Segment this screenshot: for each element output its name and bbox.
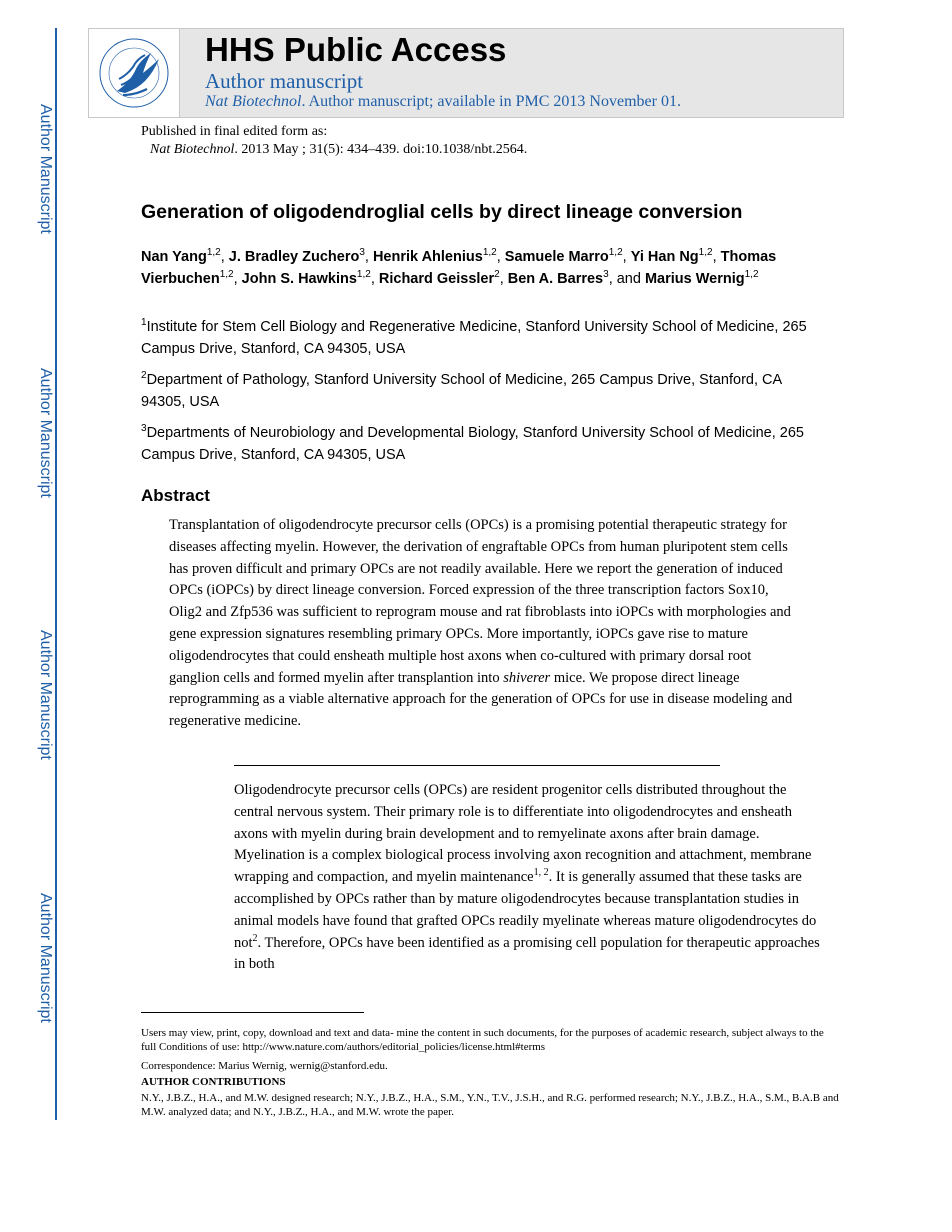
affiliation-text: Institute for Stem Cell Biology and Regenerative Medicine, Stanford University School of Medicine, 265 Campus Drive, Stanford, CA 94305, USA xyxy=(141,319,807,357)
sidebar-label: Author Manuscript xyxy=(37,104,54,234)
author-name: Yi Han Ng xyxy=(630,249,699,265)
author-separator: , xyxy=(499,271,508,287)
hhs-journal-line xyxy=(205,93,681,111)
affiliation-text: Department of Pathology, Stanford University School of Medicine, 265 Campus Drive, Stanford, CA 94305, USA xyxy=(141,372,782,410)
abstract-text-part: Transplantation of oligodendrocyte precursor cells (OPCs) is a promising potential therapeutic strategy for diseases affecting myelin. However, the derivation of engraftable OPCs from human pluripotent stem cells has proven difficult and primary OPCs are not readily available. Here we report the generation of induced OPCs (iOPCs) by direct lineage conversion. Forced expression of the three transcription factors Sox10, Olig2 and Zfp536 was sufficient to reprogram mouse and rat fibroblasts into iOPCs with morphologies and gene expression signatures resembling primary OPCs. More importantly, iOPCs gave rise to mature oligodendrocytes that could ensheath multiple host axons when co-cultured with primary dorsal root ganglion cells and formed myelin after transplantion into xyxy=(169,517,791,686)
body-text-part: . Therefore, OPCs have been identified as a promising cell population for therapeutic approaches in both xyxy=(234,934,820,973)
body-text-part: Oligodendrocyte precursor cells (OPCs) are resident progenitor cells distributed throughout the central nervous system. Their primary role is to differentiate into oligodendrocytes and ensheath axons with myelin during brain development and to remyelinate axons after brain damage. Myelination is a complex biological process involving axon recognition and attachment, membrane wrapping and compaction, and myelin maintenance xyxy=(234,782,812,886)
footnote-divider xyxy=(141,1012,364,1013)
sidebar-rule xyxy=(55,28,57,1120)
author-separator: , xyxy=(622,249,631,265)
author-affiliation: 1,2 xyxy=(356,269,371,281)
author-name: Nan Yang xyxy=(141,249,207,265)
author-name: Samuele Marro xyxy=(504,249,609,265)
author-affiliation: 2 xyxy=(494,269,500,281)
contributions-text: N.Y., J.B.Z., H.A., and M.W. designed research; N.Y., J.B.Z., H.A., S.M., Y.N., T.V., J.S.H., and R.G. performed research; N.Y., J.B.Z., H.A., S.M., B.A.B and M.W. analyzed data; and N.Y., J.B.Z., H.A., and M.W. wrote the paper. xyxy=(141,1092,839,1118)
hhs-title: HHS Public Access xyxy=(205,31,507,68)
affiliation xyxy=(141,369,821,413)
citation-line xyxy=(150,142,527,158)
author-name: Thomas Vierbuchen xyxy=(141,249,777,287)
affiliation xyxy=(141,422,821,466)
affiliation xyxy=(141,316,821,360)
author-separator: , xyxy=(364,249,373,265)
hhs-subtitle: Author manuscript xyxy=(205,69,364,93)
affiliation-text: Departments of Neurobiology and Developmental Biology, Stanford University School of Medicine, 265 Campus Drive, Stanford, CA 94305, USA xyxy=(141,425,804,463)
citation-journal: Nat Biotechnol xyxy=(150,142,235,157)
article-title: Generation of oligodendroglial cells by direct lineage conversion xyxy=(141,201,743,223)
author-name: Henrik Ahlenius xyxy=(372,249,483,265)
journal-name: Nat Biotechnol xyxy=(205,93,302,110)
author-affiliation: 1,2 xyxy=(482,247,497,259)
hhs-eagle-icon xyxy=(89,29,179,117)
abstract-italic: shiverer xyxy=(503,669,551,686)
abstract-text-part: mice. We propose direct lineage reprogramming as a viable alternative approach for the generation of OPCs for use in disease modeling and regenerative medicine. xyxy=(169,669,793,730)
author-separator: , and xyxy=(608,271,645,287)
author-separator: , xyxy=(496,249,505,265)
author-name: Ben A. Barres xyxy=(507,271,604,287)
header-banner xyxy=(88,28,844,118)
author-affiliation: 1,2 xyxy=(206,247,221,259)
author-affiliation: 1,2 xyxy=(744,269,759,281)
author-affiliation: 1,2 xyxy=(219,269,234,281)
author-name: Richard Geissler xyxy=(378,271,495,287)
body-text-part: . It is generally assumed that these tasks are accomplished by OPCs rather than by mature oligodendrocytes because transplantation studies in animal models have found that grafted OPCs readily myelinate whereas mature oligodendrocytes do not xyxy=(234,869,817,951)
author-affiliation: 1,2 xyxy=(608,247,623,259)
author-separator: , xyxy=(233,271,242,287)
author-name: John S. Hawkins xyxy=(241,271,357,287)
hhs-logo xyxy=(89,29,180,117)
section-divider xyxy=(234,765,720,766)
abstract-text xyxy=(169,515,799,733)
affiliation-number: 2 xyxy=(141,370,147,382)
author-separator: , xyxy=(370,271,379,287)
contributions-heading: AUTHOR CONTRIBUTIONS xyxy=(141,1076,286,1088)
citation-details: . 2013 May ; 31(5): 434–439. doi:10.1038/nbt.2564. xyxy=(234,142,528,157)
body-paragraph xyxy=(234,780,824,976)
affiliation-number: 1 xyxy=(141,317,147,329)
sidebar-label: Author Manuscript xyxy=(37,630,54,760)
author-affiliation: 1,2 xyxy=(698,247,713,259)
author-affiliation: 3 xyxy=(359,247,365,259)
reference-link[interactable]: 1, 2 xyxy=(533,867,549,879)
author-separator: , xyxy=(220,249,229,265)
author-list xyxy=(141,246,841,290)
reference-link[interactable]: 2 xyxy=(252,932,258,944)
terms-of-use: Users may view, print, copy, download and text and data- mine the content in such documents, for the purposes of academic research, subject always to the full Conditions of use: http://www.nature.com/authors/editorial_policies/license.html#terms xyxy=(141,1027,824,1053)
published-label: Published in final edited form as: xyxy=(141,124,328,139)
author-separator: , xyxy=(712,249,721,265)
sidebar-label: Author Manuscript xyxy=(37,368,54,498)
author-name: J. Bradley Zuchero xyxy=(228,249,360,265)
availability-text: . Author manuscript; available in PMC 2013 November 01. xyxy=(301,93,681,110)
affiliation-number: 3 xyxy=(141,423,147,435)
sidebar-label: Author Manuscript xyxy=(37,893,54,1023)
abstract-heading: Abstract xyxy=(141,486,210,505)
correspondence: Correspondence: Marius Wernig, wernig@stanford.edu. xyxy=(141,1060,388,1072)
author-affiliation: 3 xyxy=(603,269,609,281)
author-name: Marius Wernig xyxy=(644,271,745,287)
